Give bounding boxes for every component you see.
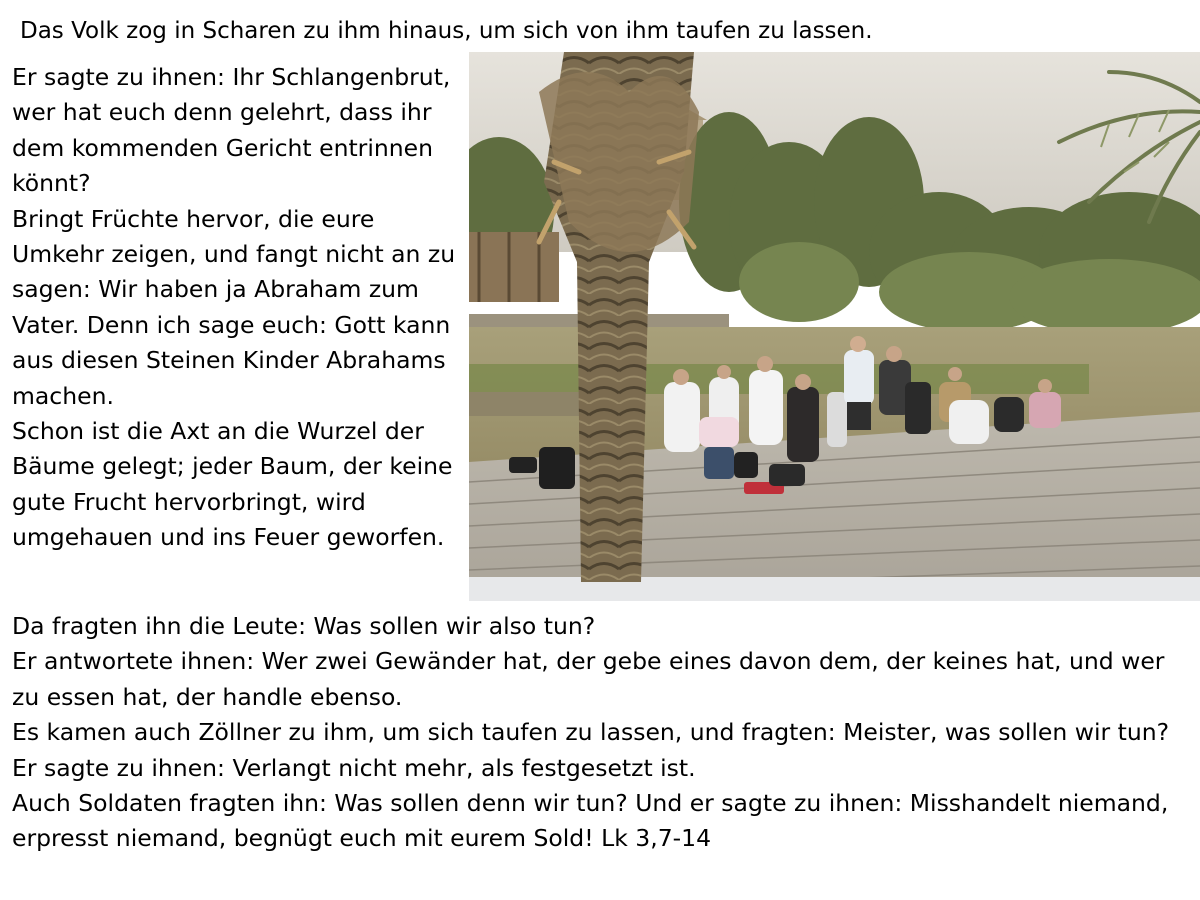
slide-heading: Das Volk zog in Scharen zu ihm hinaus, um sich von ihm taufen zu lassen. [20,18,873,44]
photo-illustration [469,52,1200,601]
left-text-column [12,60,462,556]
bottom-paragraph-3: Es kamen auch Zöllner zu ihm, um sich taufen zu lassen, und fragten: Meister, was sollen wir tun? [12,718,1170,747]
left-paragraph-1: Er sagte zu ihnen: Ihr Schlangenbrut, wer hat euch denn gelehrt, dass ihr dem kommenden Gericht entrinnen könnt? [12,63,451,198]
bottom-paragraph-1: Da fragten ihn die Leute: Was sollen wir also tun? [12,612,596,640]
bottom-paragraph-4: Er sagte zu ihnen: Verlangt nicht mehr, als festgesetzt ist. [12,753,696,782]
bottom-paragraph-2: Er antwortete ihnen: Wer zwei Gewänder hat, der gebe eines davon dem, der keines hat, und wer zu essen hat, der handle ebenso. [12,647,1165,711]
bottom-text-block [12,609,1187,857]
baptism-photo [469,52,1200,601]
bottom-paragraph-5: Auch Soldaten fragten ihn: Was sollen denn wir tun? Und er sagte zu ihnen: Misshandelt niemand, erpresst niemand, begnügt euch mit eurem Sold! Lk 3,7-14 [12,789,1169,853]
left-paragraph-3: Schon ist die Axt an die Wurzel der Bäume gelegt; jeder Baum, der keine gute Frucht hervorbringt, wird umgehauen und ins Feuer geworfen. [12,417,453,552]
left-paragraph-2: Bringt Früchte hervor, die eure Umkehr zeigen, und fangt nicht an zu sagen: Wir haben ja Abraham zum Vater. Denn ich sage euch: Gott kann aus diesen Steinen Kinder Abrahams machen. [12,204,456,410]
